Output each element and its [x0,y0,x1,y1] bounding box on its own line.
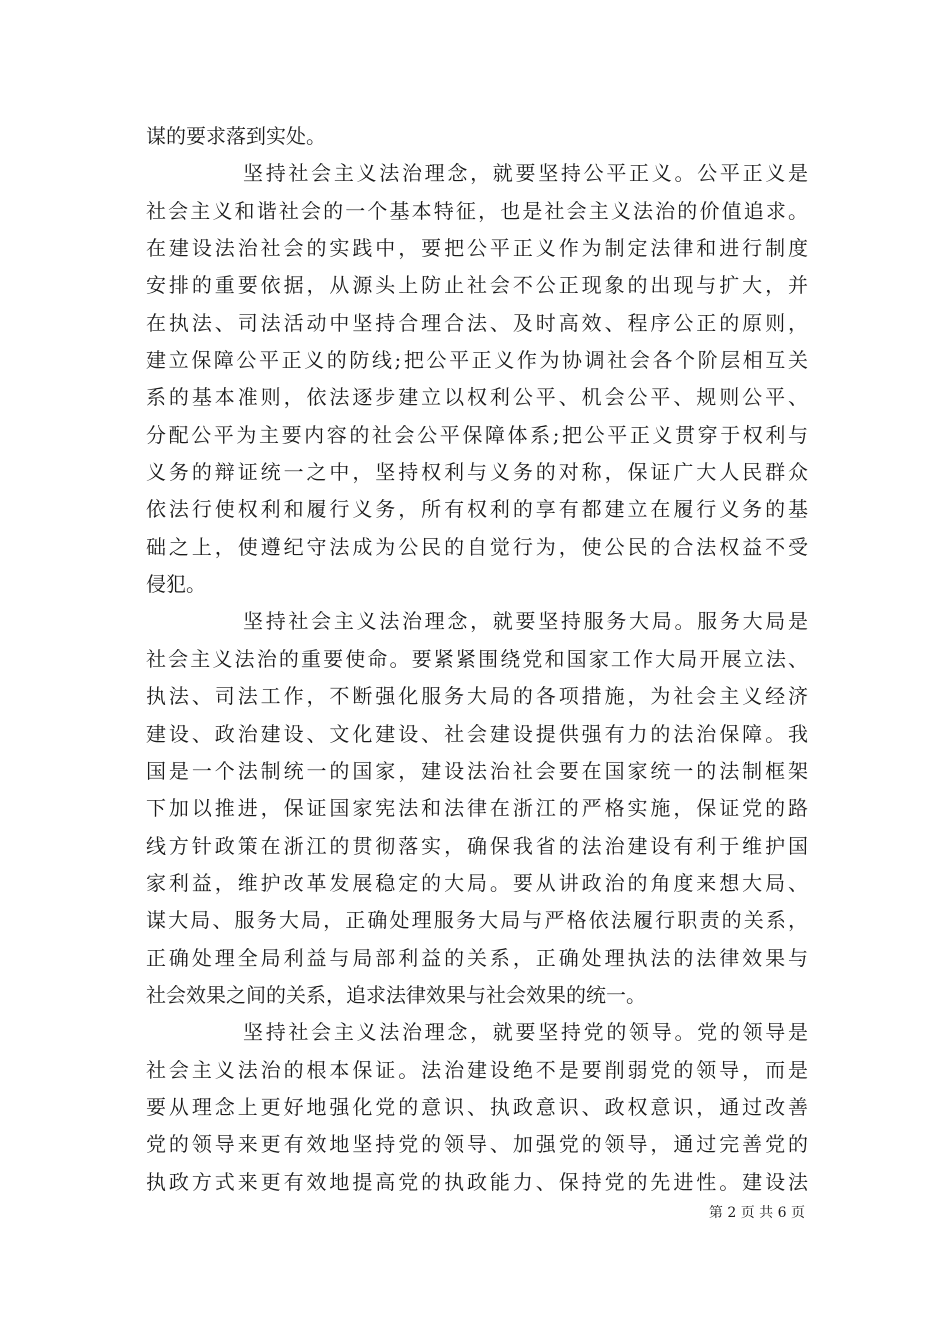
text-line: 要从理念上更好地强化党的意识、执政意识、政权意识，通过改善 [146,1094,808,1119]
text-line: 国是一个法制统一的国家，建设法治社会要在国家统一的法制框架 [146,758,808,783]
text-line: 建立保障公平正义的防线;把公平正义作为协调社会各个阶层相互关 [146,348,808,373]
text-line: 谋的要求落到实处。 [146,124,326,148]
text-line: 党的领导来更有效地坚持党的领导、加强党的领导，通过完善党的 [146,1132,808,1157]
text-line: 侵犯。 [146,572,206,597]
paragraph-first-line: 坚持社会主义法治理念，就要坚持服务大局。服务大局是 [243,609,808,634]
paragraph-first-line: 坚持社会主义法治理念，就要坚持公平正义。公平正义是 [243,161,808,186]
text-line: 义务的辩证统一之中，坚持权利与义务的对称，保证广大人民群众 [146,460,808,485]
text-line: 系的基本准则，依法逐步建立以权利公平、机会公平、规则公平、 [146,385,808,410]
page-number: 第 2 页 共 6 页 [708,1205,805,1221]
text-line: 下加以推进，保证国家宪法和法律在浙江的严格实施，保证党的路 [146,796,808,821]
text-line: 安排的重要依据，从源头上防止社会不公正现象的出现与扩大，并 [146,273,808,298]
text-line: 社会主义法治的重要使命。要紧紧围绕党和国家工作大局开展立法、 [146,646,808,671]
paragraph-first-line: 坚持社会主义法治理念，就要坚持党的领导。党的领导是 [243,1020,808,1045]
body-text [146,118,808,1201]
text-line: 分配公平为主要内容的社会公平保障体系;把公平正义贯穿于权利与 [146,422,808,447]
text-line: 线方针政策在浙江的贯彻落实，确保我省的法治建设有利于维护国 [146,833,808,858]
text-line: 建设、政治建设、文化建设、社会建设提供强有力的法治保障。我 [146,721,808,746]
text-line: 础之上，使遵纪守法成为公民的自觉行为，使公民的合法权益不受 [146,534,808,559]
text-line: 谋大局、服务大局，正确处理服务大局与严格依法履行职责的关系， [146,908,808,933]
text-line: 社会效果之间的关系，追求法律效果与社会效果的统一。 [146,982,646,1007]
text-line: 依法行使权利和履行义务，所有权利的享有都建立在履行义务的基 [146,497,808,522]
text-line: 执政方式来更有效地提高党的执政能力、保持党的先进性。建设法 [146,1169,808,1194]
text-line: 社会主义和谐社会的一个基本特征，也是社会主义法治的价值追求。 [146,198,808,223]
text-line: 社会主义法治的根本保证。法治建设绝不是要削弱党的领导，而是 [146,1057,808,1082]
text-line: 家利益，维护改革发展稳定的大局。要从讲政治的角度来想大局、 [146,870,808,895]
text-line: 在建设法治社会的实践中，要把公平正义作为制定法律和进行制度 [146,236,808,261]
text-line: 正确处理全局利益与局部利益的关系，正确处理执法的法律效果与 [146,945,808,970]
text-line: 在执法、司法活动中坚持合理合法、及时高效、程序公正的原则， [146,310,808,335]
text-line: 执法、司法工作，不断强化服务大局的各项措施，为社会主义经济 [146,684,808,709]
